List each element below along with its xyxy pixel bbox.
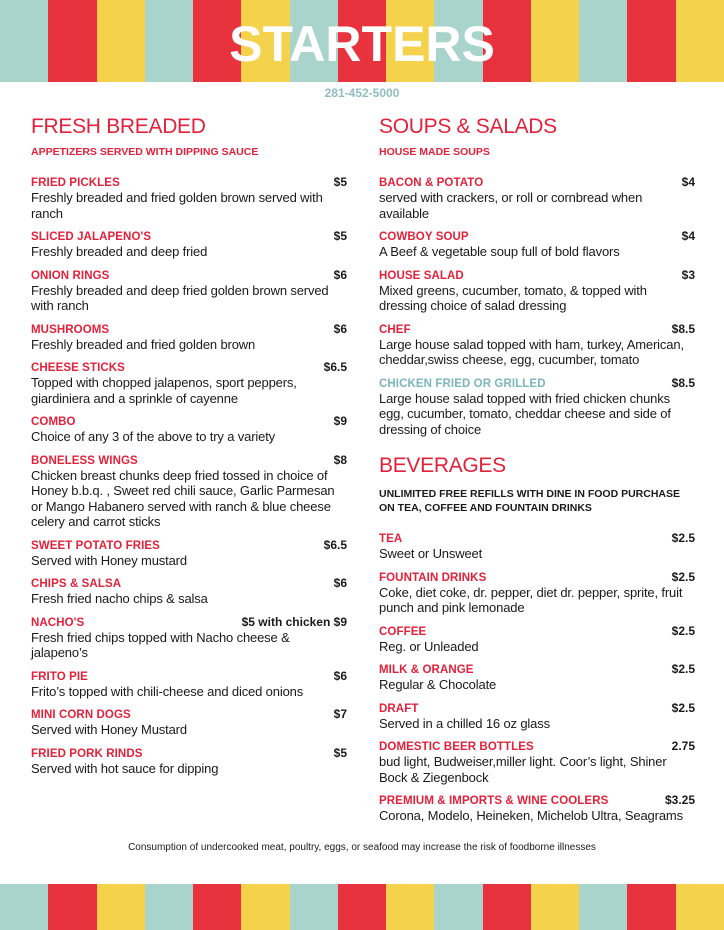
menu-item-price: $8.5 <box>671 375 695 390</box>
menu-item-price: $2.5 <box>671 662 695 676</box>
menu-item-price: $9 <box>333 414 347 428</box>
menu-item-description: Fresh fried chips topped with Nacho cheese & jalapeno’s <box>31 629 290 660</box>
menu-item-price: $6.5 <box>323 537 347 552</box>
menu-item-name: TEA <box>379 533 403 545</box>
menu-item-name: DOMESTIC BEER BOTTLES <box>379 741 534 753</box>
menu-item-name: ONION RINGS <box>31 269 110 282</box>
menu-item-description: Frito’s topped with chili-cheese and diced onions <box>31 683 304 699</box>
soups-beverages-column <box>379 114 695 832</box>
menu-item <box>379 739 695 785</box>
menu-item-description: bud light, Budweiser,miller light. Coor’s light, Shiner Bock & Ziegenbock <box>379 754 667 785</box>
fresh-breaded-section <box>31 114 347 784</box>
menu-item <box>31 538 347 569</box>
menu-item-description: Freshly breaded and deep fried <box>31 244 208 259</box>
menu-item-name: CHIPS & SALSA <box>31 578 122 590</box>
menu-item-price: $2.5 <box>671 623 695 638</box>
menu-item-name: BACON & POTATO <box>379 177 484 189</box>
menu-item-name: MINI CORN DOGS <box>31 709 131 721</box>
menu-item-price: $6.5 <box>323 360 347 374</box>
menu-item-name: FOUNTAIN DRINKS <box>379 571 487 584</box>
menu-item-description: Topped with chopped jalapenos, sport peppers, giardiniera and a sprinkle of cayenne <box>31 375 297 406</box>
menu-item-price: $8.5 <box>671 321 695 336</box>
menu-item-price: $6 <box>333 267 347 282</box>
menu-item-price: $4 <box>681 175 695 189</box>
footer-stripes <box>0 884 724 930</box>
menu-item <box>31 360 347 406</box>
menu-item <box>31 707 347 738</box>
menu-item-description: A Beef & vegetable soup full of bold flavors <box>379 244 620 259</box>
menu-item-name: CHEESE STICKS <box>31 362 125 374</box>
menu-item <box>379 322 695 368</box>
menu-item-name: COMBO <box>31 416 76 428</box>
menu-item-price: $5 <box>333 745 347 760</box>
menu-item-name: FRIED PICKLES <box>31 177 120 189</box>
menu-item-price: $2.5 <box>671 569 695 584</box>
menu-item-name: FRITO PIE <box>31 670 88 683</box>
menu-item-description: Freshly breaded and fried golden brown <box>31 336 256 352</box>
phone-number: 281-452-5000 <box>324 86 400 100</box>
menu-item <box>31 229 347 260</box>
menu-item-name: PREMIUM & IMPORTS & WINE COOLERS <box>379 795 609 807</box>
menu-item <box>31 615 347 661</box>
menu-item-description: Reg. or Unleaded <box>379 638 479 654</box>
menu-item-price: $6 <box>333 576 347 590</box>
menu-item-description: Large house salad topped with ham, turkey, American, cheddar,swiss cheese, egg, cucumber, tomato <box>379 336 684 367</box>
menu-item-description: Coke, diet coke, dr. pepper, diet dr. pepper, sprite, fruit punch and pink lemonade <box>379 584 683 615</box>
menu-item-name: COFFEE <box>379 625 427 638</box>
soups-salads-list <box>379 175 695 437</box>
page-title: STARTERS <box>229 16 495 72</box>
menu-item <box>379 570 695 616</box>
menu-item-description: Sweet or Unsweet <box>379 546 483 561</box>
menu-item <box>379 268 695 314</box>
menu-item-description: Served with Honey Mustard <box>31 722 187 737</box>
menu-item-description: Corona, Modelo, Heineken, Michelob Ultra, Seagrams <box>379 808 683 823</box>
menu-item-name: MILK & ORANGE <box>379 664 474 676</box>
menu-item <box>31 322 347 353</box>
menu-item-name: MUSHROOMS <box>31 323 110 336</box>
section-subtitle-beverages <box>379 487 695 515</box>
menu-item-description: Freshly breaded and fried golden brown served with ranch <box>31 190 323 221</box>
menu-item <box>31 268 347 314</box>
menu-item-description: Served with hot sauce for dipping <box>31 760 219 776</box>
menu-item-price: $5 <box>333 175 347 189</box>
menu-item-price: $6 <box>333 321 347 336</box>
menu-item-name: SWEET POTATO FRIES <box>31 539 160 552</box>
menu-item-name: BONELESS WINGS <box>31 454 138 467</box>
fresh-breaded-list <box>31 175 347 776</box>
menu-item-name: DRAFT <box>379 702 419 715</box>
menu-item-description: Chicken breast chunks deep fried tossed in choice of Honey b.b.q. , Sweet red chili sauce, Garlic Parmesan or Mango Habanero served with ranch & blue cheese celery and carrot sticks <box>31 467 335 529</box>
menu-item-description: Large house salad topped with fried chicken chunks egg, cucumber, tomato, cheddar cheese and side of dressing of choice <box>379 390 671 437</box>
menu-item-price: $2.5 <box>671 700 695 715</box>
menu-item-name: HOUSE SALAD <box>379 269 464 282</box>
soups-salads-section <box>379 114 695 437</box>
menu-item-price: $6 <box>333 668 347 683</box>
menu-item <box>31 453 347 530</box>
menu-item-name: FRIED PORK RINDS <box>31 747 143 760</box>
food-safety-disclaimer: Consumption of undercooked meat, poultry, eggs, or seafood may increase the risk of foodborne illnesses <box>128 842 596 853</box>
menu-item <box>379 531 695 562</box>
menu-item-description: served with crackers, or roll or cornbread when available <box>379 190 643 221</box>
menu-item-price: $5 <box>333 229 347 243</box>
menu-item-description: Served in a chilled 16 oz glass <box>379 715 550 731</box>
menu-item <box>379 793 695 824</box>
menu-item-description: Mixed greens, cucumber, tomato, & topped with dressing choice of salad dressing <box>379 282 647 313</box>
menu-item-price: $3 <box>681 267 695 282</box>
menu-item-description: Fresh fried nacho chips & salsa <box>31 591 208 606</box>
menu-item <box>379 701 695 732</box>
menu-item-price: $3.25 <box>664 793 695 807</box>
menu-item-price: $2.5 <box>671 531 695 545</box>
menu-item <box>31 746 347 777</box>
menu-item <box>379 662 695 693</box>
menu-item <box>379 229 695 260</box>
section-title-soups-salads: SOUPS & SALADS <box>379 115 557 138</box>
beverages-refill-note-2: ON TEA, COFFEE AND FOUNTAIN DRINKS <box>379 502 592 514</box>
menu-item-description: Regular & Chocolate <box>379 677 497 692</box>
section-subtitle-soups: HOUSE MADE SOUPS <box>379 146 490 158</box>
menu-item <box>379 376 695 438</box>
menu-item-price: $5 with chicken $9 <box>241 614 347 629</box>
menu-item-price: $4 <box>681 229 695 243</box>
menu-item-description: Served with Honey mustard <box>31 552 187 568</box>
menu-item-name: CHICKEN FRIED OR GRILLED <box>379 377 546 390</box>
section-title-fresh-breaded: FRESH BREADED <box>31 115 206 138</box>
section-title-beverages: BEVERAGES <box>379 454 506 477</box>
menu-item <box>31 414 347 445</box>
menu-item <box>31 175 347 221</box>
section-subtitle-fresh-breaded: APPETIZERS SERVED WITH DIPPING SAUCE <box>31 146 259 158</box>
menu-item-description: Freshly breaded and deep fried golden brown served with ranch <box>31 282 329 313</box>
menu-item-price: 2.75 <box>671 739 695 753</box>
beverages-refill-note-1: UNLIMITED FREE REFILLS WITH DINE IN FOOD PURCHASE <box>379 488 680 500</box>
menu-item-price: $8 <box>333 452 347 467</box>
menu-item-price: $7 <box>333 707 347 721</box>
beverages-section <box>379 453 695 824</box>
menu-item-name: SLICED JALAPENO'S <box>31 231 152 243</box>
menu-item <box>379 624 695 655</box>
beverages-list <box>379 531 695 824</box>
menu-item-name: CHEF <box>379 323 411 336</box>
menu-item-description: Choice of any 3 of the above to try a variety <box>31 429 276 444</box>
menu-item-name: COWBOY SOUP <box>379 231 469 243</box>
menu-item <box>31 576 347 607</box>
menu-item-name: NACHO'S <box>31 616 85 629</box>
menu-item <box>379 175 695 221</box>
menu-item <box>31 669 347 700</box>
